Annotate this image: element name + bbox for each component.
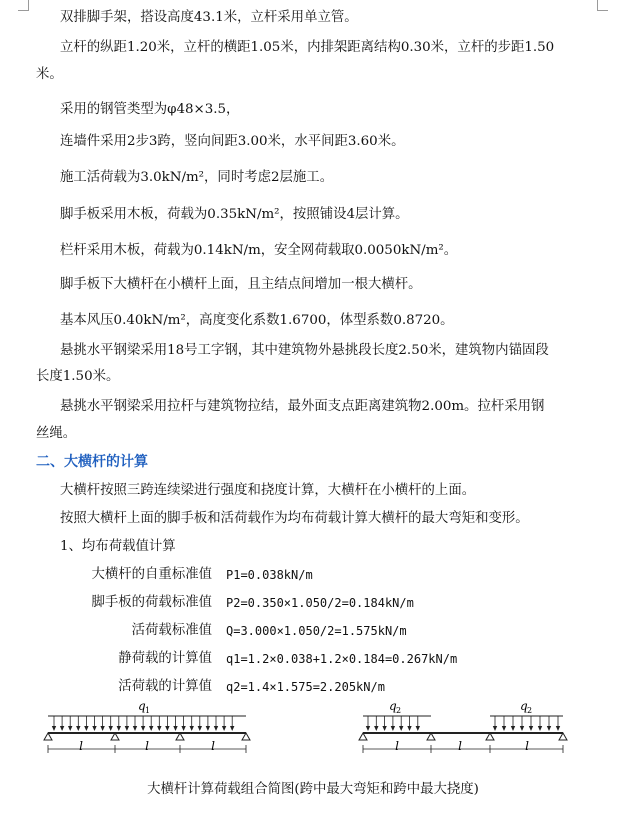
load-arrow-head [165, 726, 169, 731]
load-arrow-head [493, 726, 497, 731]
load-arrow-head [190, 726, 194, 731]
load-calc-value: Q=3.000×1.050/2=1.575kN/m [226, 624, 407, 638]
load-arrow-head [52, 726, 56, 731]
load-calc-value: P1=0.038kN/m [226, 568, 313, 582]
load-arrow-head [416, 726, 420, 731]
paragraph: 大横杆按照三跨连续梁进行强度和挠度计算，大横杆在小横杆的上面。 [60, 483, 476, 498]
paragraph: 双排脚手架，搭设高度43.1米，立杆采用单立管。 [60, 10, 358, 25]
figure-caption: 大横杆计算荷载组合简图(跨中最大弯矩和跨中最大挠度) [147, 782, 479, 797]
load-arrows [52, 716, 235, 731]
load-subscript: 2 [527, 706, 533, 715]
load-calc-label: 活荷载的计算值 [118, 679, 212, 694]
paragraph: 立杆的纵距1.20米，立杆的横距1.05米，内排架距离结构0.30米，立杆的步距1.50 [60, 40, 555, 55]
load-arrow-head [230, 726, 234, 731]
subsection-heading: 1、均布荷载值计算 [60, 539, 176, 554]
load-arrow-head [520, 726, 524, 731]
load-calc-label: 活荷载标准值 [131, 623, 212, 638]
load-arrow-head [206, 726, 210, 731]
support [486, 733, 494, 740]
load-calc-value: P2=0.350×1.050/2=0.184kN/m [226, 596, 414, 610]
span-label: l [79, 739, 83, 753]
span-label: l [211, 739, 215, 753]
load-calc-label: 大横杆的自重标准值 [91, 567, 212, 582]
support [44, 733, 52, 740]
span-label: l [395, 739, 399, 753]
load-arrow-head [125, 726, 129, 731]
load-arrow-head [173, 726, 177, 731]
support [111, 733, 119, 740]
load-arrow-head [157, 726, 161, 731]
load-arrow-head [76, 726, 80, 731]
support [242, 733, 250, 740]
load-arrow-head [92, 726, 96, 731]
right-load-diagram [359, 699, 567, 753]
span-label: l [145, 739, 149, 753]
paragraph: 悬挑水平钢梁采用18号工字钢，其中建筑物外悬挑段长度2.50米，建筑物内锚固段 [60, 343, 549, 358]
load-arrow-head [374, 726, 378, 731]
load-arrow-head [198, 726, 202, 731]
support [427, 733, 435, 740]
paragraph: 采用的钢管类型为φ48×3.5， [60, 102, 240, 117]
load-arrow-head [529, 726, 533, 731]
load-arrow-head [366, 726, 370, 731]
load-arrow-head [547, 726, 551, 731]
load-arrow-head [391, 726, 395, 731]
load-label: q [389, 699, 397, 713]
load-arrow-head [141, 726, 145, 731]
load-arrow-head [538, 726, 542, 731]
load-arrow-head [222, 726, 226, 731]
left-load-diagram [44, 699, 250, 753]
span-label: l [458, 739, 462, 753]
load-arrow-head [502, 726, 506, 731]
load-calc-value: q2=1.4×1.575=2.205kN/m [226, 680, 385, 694]
paragraph: 施工活荷载为3.0kN/m²，同时考虑2层施工。 [60, 170, 334, 185]
support [559, 733, 567, 740]
span-label: l [525, 739, 529, 753]
support [359, 733, 367, 740]
section-heading: 二、大横杆的计算 [36, 454, 148, 470]
load-arrow-head [407, 726, 411, 731]
paragraph-continuation: 长度1.50米。 [36, 369, 120, 384]
support [176, 733, 184, 740]
load-arrow-head [556, 726, 560, 731]
load-calc-label: 脚手板的荷载标准值 [91, 595, 212, 610]
load-arrow-head [399, 726, 403, 731]
load-arrow-head [214, 726, 218, 731]
paragraph: 栏杆采用木板，荷载为0.14kN/m，安全网荷载取0.0050kN/m²。 [60, 243, 458, 258]
load-calc-value: q1=1.2×0.038+1.2×0.184=0.267kN/m [226, 652, 458, 666]
paragraph: 连墙件采用2步3跨，竖向间距3.00米，水平间距3.60米。 [60, 134, 405, 149]
load-arrow-head [84, 726, 88, 731]
load-arrows [366, 716, 560, 731]
load-subscript: 1 [145, 706, 151, 715]
load-label: q [520, 699, 528, 713]
load-arrow-head [100, 726, 104, 731]
load-arrow-head [117, 726, 121, 731]
load-arrow-head [382, 726, 386, 731]
paragraph: 悬挑水平钢梁采用拉杆与建筑物拉结，最外面支点距离建筑物2.00m。拉杆采用钢 [60, 399, 545, 414]
paragraph-continuation: 丝绳。 [36, 426, 77, 441]
paragraph: 脚手板下大横杆在小横杆上面，且主结点间增加一根大横杆。 [60, 277, 422, 292]
load-arrow-head [149, 726, 153, 731]
load-arrow-head [181, 726, 185, 731]
load-calc-label: 静荷载的计算值 [118, 651, 212, 666]
paragraph: 按照大横杆上面的脚手板和活荷载作为均布荷载计算大横杆的最大弯矩和变形。 [60, 511, 529, 526]
paragraph: 基本风压0.40kN/m²，高度变化系数1.6700，体型系数0.8720。 [60, 313, 454, 328]
paragraph: 脚手板采用木板，荷载为0.35kN/m²，按照铺设4层计算。 [60, 207, 409, 222]
load-subscript: 2 [396, 706, 402, 715]
load-arrow-head [511, 726, 515, 731]
load-arrow-head [133, 726, 137, 731]
paragraph-continuation: 米。 [36, 67, 63, 82]
load-arrow-head [60, 726, 64, 731]
load-label: q [138, 699, 146, 713]
load-arrow-head [68, 726, 72, 731]
supports [359, 733, 567, 740]
load-arrow-head [109, 726, 113, 731]
